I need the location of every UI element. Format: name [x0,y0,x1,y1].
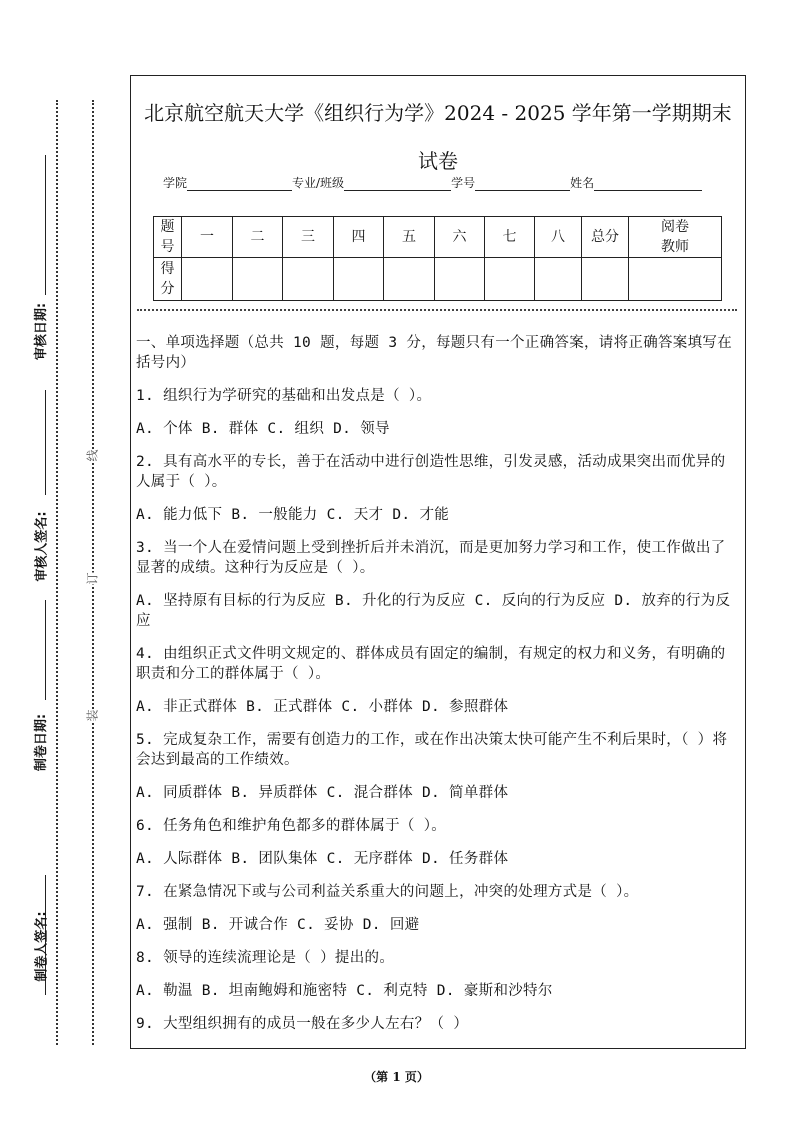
signature-line [45,390,46,495]
options: A. 人际群体 B. 团队集体 C. 无序群体 D. 任务群体 [136,851,509,867]
question: 3. 当一个人在爱情问题上受到挫折后并未消沉，而是更加努力学习和工作，使工作做出了显著的成绩。这种行为反应是（ ）。 [136,540,726,576]
binding-mark: 装 [85,709,100,722]
section-heading: 一、单项选择题（总共 10 题，每题 3 分，每题只有一个正确答案，请将正确答案填写在括号内） [136,335,733,371]
question: 6. 任务角色和维护角色都多的群体属于（ ）。 [136,818,447,834]
name-field[interactable] [594,178,702,191]
score-cell[interactable] [334,258,384,301]
column-header: 六 [435,217,485,258]
title-line: 北京航空航天大学《组织行为学》2024 - 2025 学年第一学期期末 [144,101,732,125]
column-header: 七 [485,217,535,258]
column-header: 五 [384,217,435,258]
question: 9. 大型组织拥有的成员一般在多少人左右？（ ） [136,1016,469,1032]
score-cell[interactable] [582,258,629,301]
major-class-field[interactable] [344,178,451,191]
question: 1. 组织行为学研究的基础和出发点是（ ）。 [136,388,432,404]
field-label: 学院 [163,176,188,190]
signature-line [45,155,46,295]
exam-frame [130,75,746,1049]
score-cell[interactable] [182,258,233,301]
column-header: 总分 [582,217,629,258]
question: 7. 在紧急情况下或与公司利益关系重大的问题上，冲突的处理方式是（ ）。 [136,884,639,900]
field-label: 学号 [451,176,476,190]
column-header: 二 [233,217,283,258]
score-cell[interactable] [485,258,535,301]
title-line: 试卷 [418,149,458,173]
field-label: 姓名 [570,176,595,190]
question: 8. 领导的连续流理论是（ ）提出的。 [136,950,395,966]
review-date-label: 审核日期: [34,302,50,361]
options: A. 坚持原有目标的行为反应 B. 升化的行为反应 C. 反向的行为反应 D. 放弃的行为反应 [136,593,731,629]
column-header: 四 [334,217,384,258]
student-id-field[interactable] [475,178,570,191]
binding-mark: 订 [85,572,100,585]
score-cell[interactable] [283,258,334,301]
question: 2. 具有高水平的专长，善于在活动中进行创造性思维，引发灵感，活动成果突出而优异的人属于（ ）。 [136,454,726,490]
column-header: 阅卷教师 [629,217,722,258]
question: 4. 由组织正式文件明文规定的、群体成员有固定的编制，有规定的权力和义务，有明确的职责和分工的群体属于（ ）。 [136,646,726,682]
score-cell[interactable] [233,258,283,301]
options: A. 同质群体 B. 异质群体 C. 混合群体 D. 简单群体 [136,785,509,801]
options: A. 强制 B. 开诚合作 C. 妥协 D. 回避 [136,917,420,933]
signature-line [45,600,46,700]
options: A. 勒温 B. 坦南鲍姆和施密特 C. 利克特 D. 豪斯和沙特尔 [136,983,553,999]
options: A. 个体 B. 群体 C. 组织 D. 领导 [136,421,390,437]
options: A. 能力低下 B. 一般能力 C. 天才 D. 才能 [136,507,450,523]
margin-dotted-line [56,100,58,1045]
binding-mark: 线 [85,449,100,462]
score-cell[interactable] [629,258,722,301]
maker-signature-label: 制卷人签名: [34,911,50,982]
column-header: 三 [283,217,334,258]
score-cell[interactable] [535,258,582,301]
field-label: 专业/班级 [292,176,345,190]
questions [136,333,736,1047]
reviewer-signature-label: 审核人签名: [34,511,50,582]
question: 5. 完成复杂工作，需要有创造力的工作，或在作出决策太快可能产生不利后果时，（ ）将会达到最高的工作绩效。 [136,732,728,768]
score-table [153,216,722,301]
row-header: 得分 [154,258,182,301]
column-header: 一 [182,217,233,258]
score-cell[interactable] [435,258,485,301]
score-cell[interactable] [384,258,435,301]
dotted-separator [137,309,737,311]
exam-title [131,89,745,185]
maker-date-label: 制卷日期: [34,713,50,772]
college-field[interactable] [187,178,292,191]
student-info [163,174,702,191]
row-header: 题号 [154,217,182,258]
options: A. 非正式群体 B. 正式群体 C. 小群体 D. 参照群体 [136,699,509,715]
column-header: 八 [535,217,582,258]
page-number: （第 1 页） [364,1070,429,1084]
